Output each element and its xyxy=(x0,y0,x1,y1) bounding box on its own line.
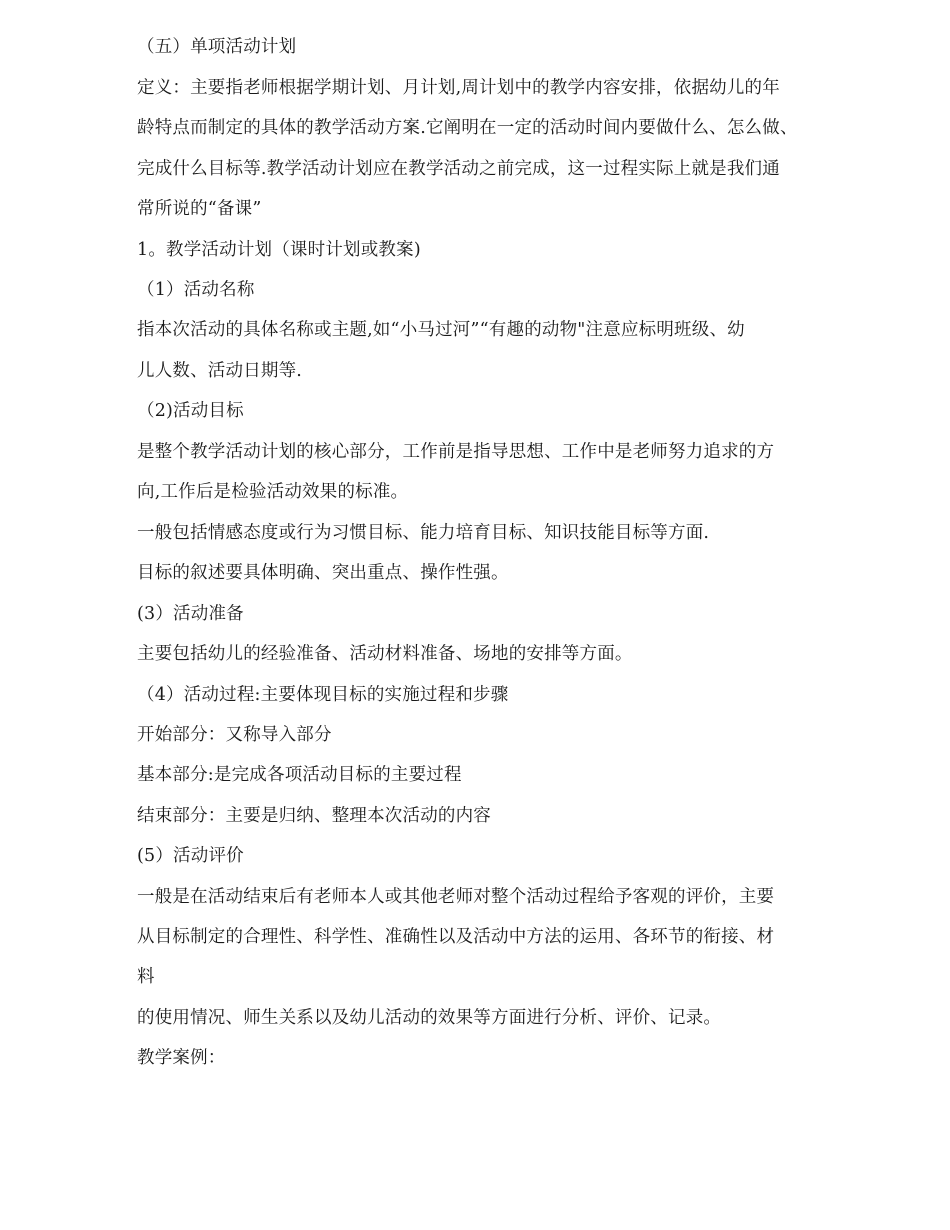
paragraph-line: 常所说的“备课” xyxy=(137,199,262,219)
paragraph-line: 目标的叙述要具体明确、突出重点、操作性强。 xyxy=(137,563,509,583)
paragraph-line: 指本次活动的具体名称或主题,如“小马过河”“有趣的动物"注意应标明班级、幼 xyxy=(137,320,745,340)
paragraph-line: 向,工作后是检验活动效果的标准。 xyxy=(137,482,409,502)
paragraph-line: 龄特点而制定的具体的教学活动方案.它阐明在一定的活动时间内要做什么、怎么做、 xyxy=(137,118,798,138)
paragraph-line: 一般包括情感态度或行为习惯目标、能力培育目标、知识技能目标等方面. xyxy=(137,523,710,543)
paragraph-line: 主要包括幼儿的经验准备、活动材料准备、场地的安排等方面。 xyxy=(137,644,633,664)
paragraph-line: 结束部分：主要是归纳、整理本次活动的内容 xyxy=(137,806,491,826)
paragraph-line: 开始部分：又称导入部分 xyxy=(137,725,332,745)
item-heading: （4）活动过程:主要体现目标的实施过程和步骤 xyxy=(137,685,509,705)
paragraph-line: 是整个教学活动计划的核心部分，工作前是指导思想、工作中是老师努力追求的方 xyxy=(137,442,775,462)
item-heading: (3）活动准备 xyxy=(137,604,244,624)
subsection-heading: 1。教学活动计划（课时计划或教案) xyxy=(137,240,421,260)
item-heading: (5）活动评价 xyxy=(137,846,244,866)
paragraph-line: 定义：主要指老师根据学期计划、月计划,周计划中的教学内容安排，依据幼儿的年 xyxy=(137,78,780,98)
paragraph-line: 的使用情况、师生关系以及幼儿活动的效果等方面进行分析、评价、记录。 xyxy=(137,1008,722,1028)
paragraph-line: 从目标制定的合理性、科学性、准确性以及活动中方法的运用、各环节的衔接、材 xyxy=(137,927,775,947)
paragraph-line: 完成什么目标等.教学活动计划应在教学活动之前完成，这一过程实际上就是我们通 xyxy=(137,159,780,179)
item-heading: （1）活动名称 xyxy=(137,280,255,300)
paragraph-line: 儿人数、活动日期等. xyxy=(137,361,303,381)
paragraph-line: 一般是在活动结束后有老师本人或其他老师对整个活动过程给予客观的评价，主要 xyxy=(137,887,775,907)
paragraph-line: 基本部分:是完成各项活动目标的主要过程 xyxy=(137,765,462,785)
section-heading: （五）单项活动计划 xyxy=(137,37,297,57)
item-heading: （2)活动目标 xyxy=(137,401,244,421)
paragraph-line: 教学案例： xyxy=(137,1048,226,1068)
paragraph-line: 料 xyxy=(137,967,155,987)
